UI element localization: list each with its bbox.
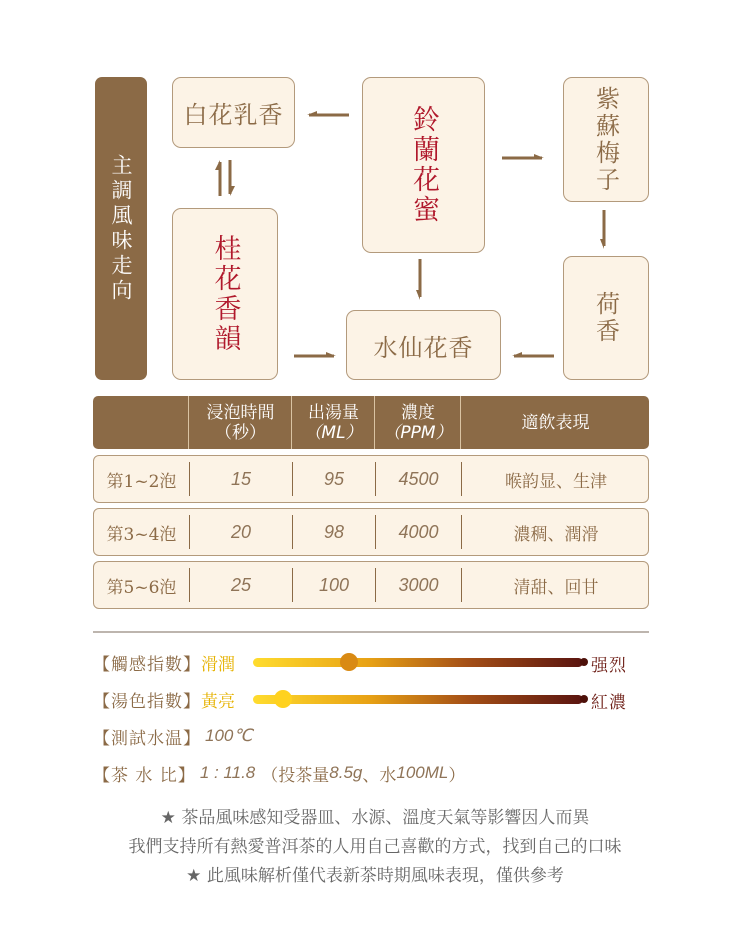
- note-perilla-plum-label: 紫蘇梅子: [591, 85, 620, 194]
- note-narcissus-label: 水仙花香: [373, 333, 474, 362]
- color-level-knob: [274, 690, 292, 708]
- header-steep-time-line2: （秒）: [215, 422, 266, 443]
- arrow-right-icon: [500, 152, 546, 164]
- note-line-2: 我們支持所有熱愛普洱茶的人用自己喜歡的方式，找到自己的口味: [128, 837, 622, 857]
- row-volume: 98: [323, 521, 345, 542]
- header-volume-line2: （ML）: [304, 422, 363, 443]
- temperature-row: [93, 725, 252, 747]
- arrow-down-icon-2: [413, 257, 427, 301]
- header-volume-line1: 出湯量: [308, 402, 359, 423]
- table-row: [93, 561, 649, 609]
- row-ppm: 3000: [398, 574, 439, 595]
- table-row: [93, 455, 649, 503]
- header-steep-time-line1: 浸泡時間: [206, 402, 275, 423]
- ratio-water-amount: 100ML: [396, 763, 449, 782]
- temperature-value: 100℃: [205, 726, 253, 745]
- header-volume: [291, 396, 375, 449]
- mouthfeel-index-row: [93, 651, 235, 673]
- flavor-direction-label: 主調風味走向: [109, 153, 133, 304]
- ratio-tea-amount: 8.5g: [329, 763, 363, 782]
- row-steep-label: 第1~2泡: [106, 471, 177, 492]
- color-gradient-bar: [253, 695, 583, 704]
- brew-table-header: [93, 396, 649, 449]
- note-lily-nectar: [362, 77, 485, 253]
- header-blank: [93, 396, 188, 449]
- header-concentration: [374, 396, 461, 449]
- note-lotus-label: 荷香: [591, 291, 620, 345]
- note-perilla-plum: [563, 77, 649, 202]
- row-seconds: 25: [230, 574, 252, 595]
- flavor-direction-tab: [95, 77, 147, 380]
- ratio-label: 【茶 水 比】: [93, 765, 196, 786]
- row-ppm: 4500: [398, 468, 439, 489]
- color-index-row: [93, 688, 235, 710]
- row-seconds: 20: [230, 521, 252, 542]
- arrow-right-icon-2: [292, 350, 338, 362]
- row-seconds: 15: [230, 468, 252, 489]
- arrow-left-icon: [305, 109, 351, 121]
- note-milky-floral-label: 白花乳香: [183, 101, 284, 129]
- note-osmanthus-label: 桂花香韻: [209, 234, 241, 354]
- mouthfeel-level-knob: [340, 653, 358, 671]
- table-row: [93, 508, 649, 556]
- mouthfeel-index-label: 【觸感指數】: [93, 654, 201, 675]
- section-divider: [93, 631, 649, 633]
- arrow-left-icon-2: [510, 350, 556, 362]
- ratio-detail-close: ）: [448, 765, 466, 786]
- note-line-1: ★ 茶品風味感知受器皿、水源、溫度天氣等影響因人而異: [160, 808, 590, 828]
- row-taste: 喉韵显、生津: [505, 471, 607, 492]
- header-taste: [460, 396, 650, 449]
- note-lotus: [563, 256, 649, 380]
- arrow-down-icon: [597, 208, 611, 250]
- note-narcissus: [346, 310, 501, 380]
- color-start-label: 黃亮: [201, 691, 235, 712]
- ratio-value: 1 : 11.8: [199, 763, 256, 782]
- row-volume: 95: [323, 468, 345, 489]
- header-concentration-line2: （PPM）: [383, 422, 453, 443]
- mouthfeel-bar-end: [580, 658, 588, 666]
- header-steep-time: [188, 396, 292, 449]
- swap-vertical-icon: [212, 158, 238, 198]
- ratio-detail-mid: 、水: [362, 765, 397, 786]
- row-taste: 濃稠、潤滑: [513, 524, 599, 545]
- color-end-label: 紅濃: [591, 693, 627, 713]
- header-taste-line1: 適飲表現: [521, 412, 590, 433]
- note-lily-nectar-label: 鈴蘭花蜜: [408, 105, 439, 225]
- color-index-label: 【湯色指數】: [93, 691, 201, 712]
- row-volume: 100: [318, 574, 350, 595]
- row-ppm: 4000: [398, 521, 439, 542]
- note-osmanthus: [172, 208, 278, 380]
- mouthfeel-gradient-bar: [253, 658, 583, 667]
- note-line-3: ★ 此風味解析僅代表新茶時期風味表現，僅供參考: [186, 866, 564, 886]
- row-taste: 清甜、回甘: [513, 577, 599, 598]
- header-concentration-line1: 濃度: [401, 402, 435, 423]
- mouthfeel-start-label: 滑潤: [201, 654, 235, 675]
- row-steep-label: 第3~4泡: [106, 524, 177, 545]
- ratio-detail-open: （投茶量: [261, 765, 330, 786]
- ratio-row: [93, 762, 465, 784]
- row-steep-label: 第5~6泡: [106, 577, 177, 598]
- note-milky-floral: [172, 77, 295, 148]
- color-bar-end: [580, 695, 588, 703]
- mouthfeel-end-label: 强烈: [591, 656, 627, 676]
- temperature-label: 【測試水温】: [93, 728, 201, 749]
